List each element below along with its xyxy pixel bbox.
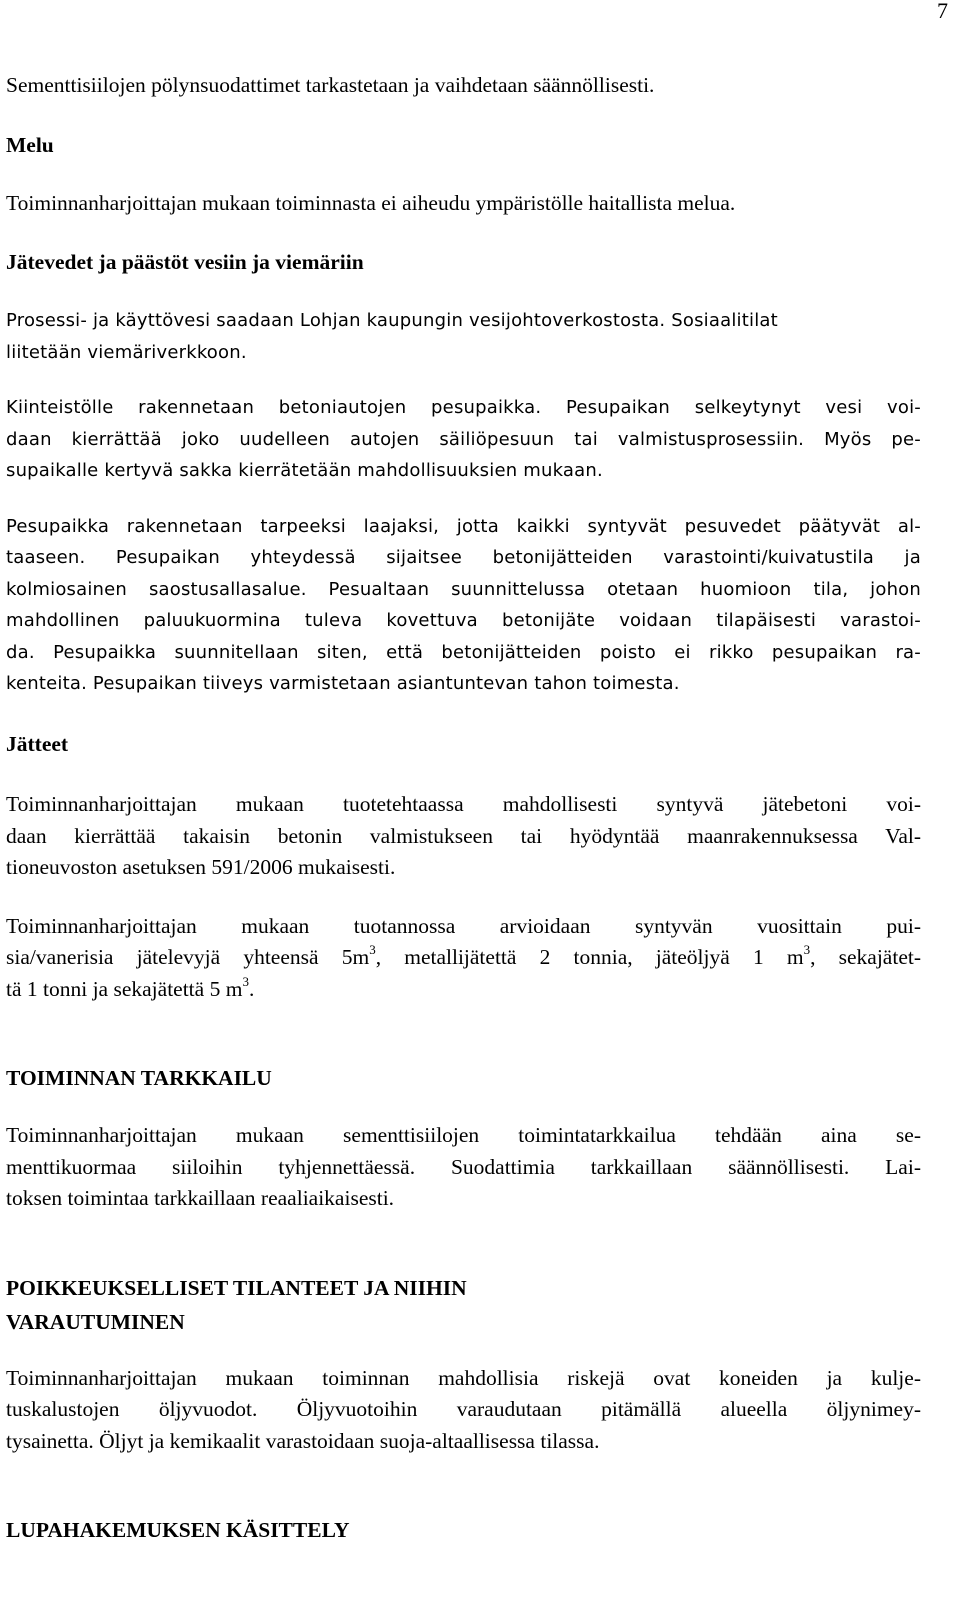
text-line: tuskalustojen öljyvuodot. Öljyvuotoihin varaudutaan pitämällä alueella öljynimey- xyxy=(6,1397,921,1421)
text-line: Kiinteistölle rakennetaan betoniautojen pesupaikka. Pesupaikan selkeytynyt vesi voi- xyxy=(6,397,921,418)
poikkeukselliset-paragraph xyxy=(6,1363,921,1458)
text-line: mahdollinen paluukuormina tuleva kovettuva betonijäte voidaan tilapäisesti varastoi- xyxy=(6,610,921,631)
superscript: 3 xyxy=(803,942,811,957)
text-line: toksen toimintaa tarkkaillaan reaaliaikaisesti. xyxy=(6,1186,395,1210)
document-body xyxy=(6,70,921,1547)
heading-toiminnan-tarkkailu: TOIMINNAN TARKKAILU xyxy=(6,1066,272,1090)
text-line: Toiminnanharjoittajan mukaan tuotannossa arvioidaan syntyvän vuosittain pui- xyxy=(6,913,921,938)
text-line: Pesupaikka rakennetaan tarpeeksi laajaksi, jotta kaikki syntyvät pesuvedet päätyvät al- xyxy=(6,515,921,537)
jatevedet-paragraph-2 xyxy=(6,392,921,487)
text-line: Toiminnanharjoittajan mukaan tuotetehtaassa mahdollisesti syntyvä jätebetoni voi- xyxy=(6,792,921,816)
jatteet-paragraph-1 xyxy=(6,789,921,884)
text-line xyxy=(6,974,921,1006)
jatevedet-paragraph-1 xyxy=(6,305,921,368)
page-number: 7 xyxy=(937,0,948,23)
text-fragment: , sekajätet- xyxy=(810,945,921,969)
text-line: supaikalle kertyvä sakka kierrätetään mahdollisuuksien mukaan. xyxy=(6,460,603,481)
heading-line: VARAUTUMINEN xyxy=(6,1309,185,1334)
text-line: liitetään viemäriverkkoon. xyxy=(6,341,247,363)
text-line: kenteita. Pesupaikan tiiveys varmistetaan asiantuntevan tahon toimesta. xyxy=(6,673,680,694)
heading-melu: Melu xyxy=(6,132,54,157)
text-line: kolmiosainen saostusallasalue. Pesualtaan suunnittelussa otetaan huomioon tila, johon xyxy=(6,578,921,600)
text-line: Toiminnanharjoittajan mukaan sementtisiilojen toimintatarkkailua tehdään aina se- xyxy=(6,1123,921,1147)
heading-lupahakemuksen-kasittely: LUPAHAKEMUKSEN KÄSITTELY xyxy=(6,1518,350,1542)
text-fragment: . xyxy=(248,976,255,1001)
text-fragment: , metallijätettä 2 tonnia, jäteöljyä 1 m xyxy=(375,945,804,969)
text-line: Prosessi- ja käyttövesi saadaan Lohjan kaupungin vesijohtoverkostosta. Sosiaalitilat xyxy=(6,310,778,331)
text-line: daan kierrättää takaisin betonin valmistukseen tai hyödyntää maanrakennuksessa Val- xyxy=(6,823,921,848)
jatteet-paragraph-2 xyxy=(6,911,921,1006)
heading-poikkeukselliset-tilanteet xyxy=(6,1271,921,1339)
tarkkailu-paragraph xyxy=(6,1120,921,1215)
text-line: menttikuormaa siiloihin tyhjennettäessä. Suodattimia tarkkaillaan säännöllisesti. Lai- xyxy=(6,1154,921,1179)
superscript: 3 xyxy=(242,973,249,989)
text-fragment: sia/vanerisia jätelevyjä yhteensä 5m xyxy=(6,945,370,969)
text-line xyxy=(6,942,921,974)
text-fragment: tä 1 tonni ja sekajätettä 5 m xyxy=(6,976,243,1001)
intro-paragraph: Sementtisiilojen pölynsuodattimet tarkastetaan ja vaihdetaan säännöllisesti. xyxy=(6,73,655,97)
heading-jatevedet: Jätevedet ja päästöt vesiin ja viemäriin xyxy=(6,249,364,274)
jatevedet-paragraph-3 xyxy=(6,511,921,700)
melu-paragraph: Toiminnanharjoittajan mukaan toiminnasta ei aiheudu ympäristölle haitallista melua. xyxy=(6,191,736,215)
superscript: 3 xyxy=(369,942,376,957)
text-line: tysainetta. Öljyt ja kemikaalit varastoidaan suoja-altaallisessa tilassa. xyxy=(6,1428,600,1453)
text-line: Toiminnanharjoittajan mukaan toiminnan mahdollisia riskejä ovat koneiden ja kulje- xyxy=(6,1365,921,1390)
text-line: taaseen. Pesupaikan yhteydessä sijaitsee betonijätteiden varastointi/kuivatustila ja xyxy=(6,547,921,568)
text-line: tioneuvoston asetuksen 591/2006 mukaisesti. xyxy=(6,855,396,879)
heading-jatteet: Jätteet xyxy=(6,731,69,756)
text-line: daan kierrättää joko uudelleen autojen säiliöpesuun tai valmistusprosessiin. Myös pe- xyxy=(6,428,921,450)
text-line: da. Pesupaikka suunnitellaan siten, että betonijätteiden poisto ei rikko pesupaikan ra- xyxy=(6,641,921,663)
heading-line: POIKKEUKSELLISET TILANTEET JA NIIHIN xyxy=(6,1275,467,1300)
